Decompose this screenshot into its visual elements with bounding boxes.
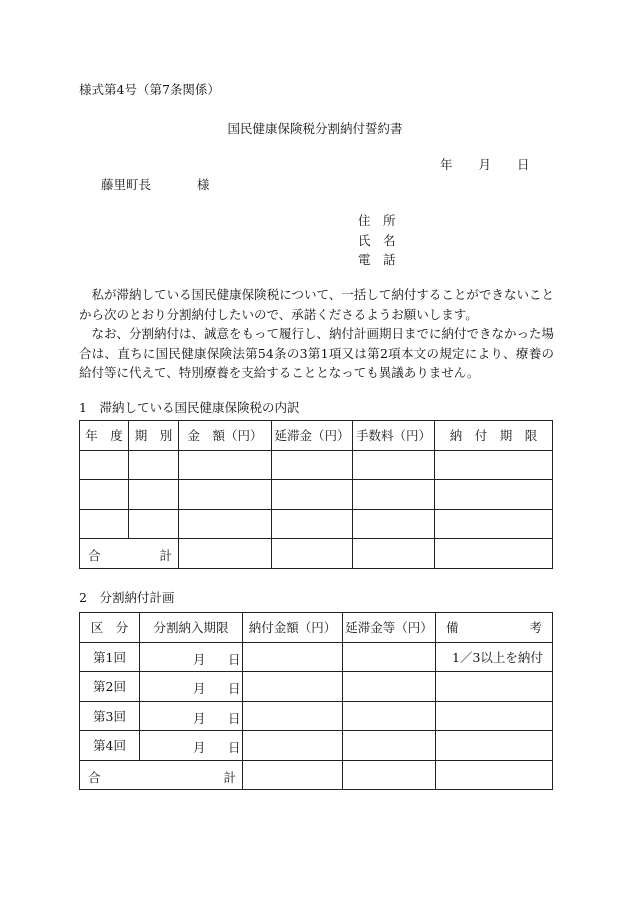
total-label-right: 計 xyxy=(159,548,172,564)
blank-cell[interactable] xyxy=(272,480,353,510)
remarks-header-right: 考 xyxy=(529,620,542,636)
blank-cell[interactable] xyxy=(129,509,179,539)
installment-label: 第1回 xyxy=(80,642,140,672)
pledge-body xyxy=(79,285,554,383)
table-header-row xyxy=(80,421,553,451)
total-label-cell xyxy=(80,760,243,790)
table-row xyxy=(80,672,553,702)
deadline-cell[interactable] xyxy=(140,701,243,731)
header-remarks xyxy=(436,613,553,643)
header-period: 期 別 xyxy=(129,421,179,451)
phone-field-label: 電 話 xyxy=(358,252,396,267)
blank-cell[interactable] xyxy=(343,701,436,731)
blank-cell[interactable] xyxy=(436,760,553,790)
blank-cell[interactable] xyxy=(353,509,435,539)
deadline-cell[interactable] xyxy=(140,642,243,672)
addressee-name: 藤里町長 xyxy=(101,177,152,192)
blank-cell[interactable] xyxy=(343,731,436,761)
blank-cell[interactable] xyxy=(243,760,343,790)
header-due-date: 納 付 期 限 xyxy=(435,421,553,451)
table-row xyxy=(80,509,553,539)
header-fiscal-year: 年 度 xyxy=(80,421,129,451)
remarks-cell: 1／3以上を納付 xyxy=(436,642,553,672)
month-label: 月 xyxy=(193,681,206,696)
blank-cell[interactable] xyxy=(80,480,129,510)
blank-cell[interactable] xyxy=(353,450,435,480)
blank-cell[interactable] xyxy=(243,642,343,672)
blank-cell[interactable] xyxy=(272,509,353,539)
month-label: 月 xyxy=(193,710,206,726)
blank-cell[interactable] xyxy=(435,480,553,510)
table-row xyxy=(80,642,553,672)
installment-label: 第4回 xyxy=(80,731,140,761)
header-amount: 金 額（円） xyxy=(179,421,272,451)
blank-cell[interactable] xyxy=(129,480,179,510)
blank-cell[interactable] xyxy=(129,450,179,480)
total-label-right: 計 xyxy=(223,769,236,785)
blank-cell[interactable] xyxy=(343,760,436,790)
addressee xyxy=(101,175,210,193)
date-year-label: 年 xyxy=(440,157,453,172)
date-line xyxy=(440,155,530,173)
header-division: 区 分 xyxy=(80,613,140,643)
deadline-cell[interactable] xyxy=(140,731,243,761)
installment-label: 第2回 xyxy=(80,672,140,702)
blank-cell[interactable] xyxy=(243,731,343,761)
day-label: 日 xyxy=(228,651,241,667)
blank-cell[interactable] xyxy=(243,701,343,731)
addressee-honorific: 様 xyxy=(197,177,210,192)
remarks-cell[interactable] xyxy=(436,731,553,761)
blank-cell[interactable] xyxy=(343,642,436,672)
document-title: 国民健康保険税分割納付誓約書 xyxy=(227,121,403,136)
installment-label: 第3回 xyxy=(80,701,140,731)
table-row xyxy=(80,731,553,761)
blank-cell[interactable] xyxy=(435,509,553,539)
header-fee: 手数料（円） xyxy=(353,421,435,451)
header-late-fee: 延滞金（円） xyxy=(272,421,353,451)
deadline-cell[interactable] xyxy=(140,672,243,702)
remarks-header-left: 備 xyxy=(446,620,459,636)
table-row xyxy=(80,480,553,510)
total-label-left: 合 xyxy=(88,548,101,564)
date-month-label: 月 xyxy=(478,157,492,172)
table-header-row xyxy=(80,613,553,643)
day-label: 日 xyxy=(228,710,241,726)
blank-cell[interactable] xyxy=(80,450,129,480)
arrears-table xyxy=(79,420,553,569)
header-payment-amount: 納付金額（円） xyxy=(243,613,343,643)
table-row xyxy=(80,450,553,480)
total-label-cell xyxy=(80,539,179,569)
remarks-cell[interactable] xyxy=(436,701,553,731)
blank-cell[interactable] xyxy=(80,509,129,539)
date-day-label: 日 xyxy=(517,157,530,172)
day-label: 日 xyxy=(228,681,241,696)
section1-heading: 1 滞納している国民健康保険税の内訳 xyxy=(79,400,300,415)
blank-cell[interactable] xyxy=(243,672,343,702)
address-field-label: 住 所 xyxy=(358,213,396,228)
total-row xyxy=(80,760,553,790)
blank-cell[interactable] xyxy=(179,480,272,510)
blank-cell[interactable] xyxy=(272,539,353,569)
total-label-left: 合 xyxy=(88,769,101,785)
month-label: 月 xyxy=(193,740,206,755)
blank-cell[interactable] xyxy=(179,509,272,539)
blank-cell[interactable] xyxy=(272,450,353,480)
table-row xyxy=(80,701,553,731)
total-row xyxy=(80,539,553,569)
installment-plan-table xyxy=(79,612,553,790)
pledge-paragraph-2: なお、分割納付は、誠意をもって履行し、納付計画期日までに納付できなかった場合は、直ちに国民健康保険法第54条の3第1項又は第2項本文の規定により、療養の給付等に代えて、特別療養を支給することとなっても異議ありません。 xyxy=(79,326,555,380)
blank-cell[interactable] xyxy=(353,480,435,510)
blank-cell[interactable] xyxy=(435,450,553,480)
blank-cell[interactable] xyxy=(179,539,272,569)
header-late-fees: 延滞金等（円） xyxy=(343,613,436,643)
pledge-paragraph-1: 私が滞納している国民健康保険税について、一括して納付することができないことから次のとおり分割納付したいので、承諾くださるようお願いします。 xyxy=(79,287,554,322)
section2-heading: 2 分割納付計画 xyxy=(79,590,175,605)
day-label: 日 xyxy=(228,740,241,755)
blank-cell[interactable] xyxy=(343,672,436,702)
month-label: 月 xyxy=(193,651,206,667)
blank-cell[interactable] xyxy=(353,539,435,569)
header-installment-deadline: 分割納入期限 xyxy=(140,613,243,643)
blank-cell[interactable] xyxy=(435,539,553,569)
form-number: 様式第4号（第7条関係） xyxy=(79,82,220,97)
name-field-label: 氏 名 xyxy=(358,233,396,248)
blank-cell[interactable] xyxy=(179,450,272,480)
remarks-cell[interactable] xyxy=(436,672,553,702)
